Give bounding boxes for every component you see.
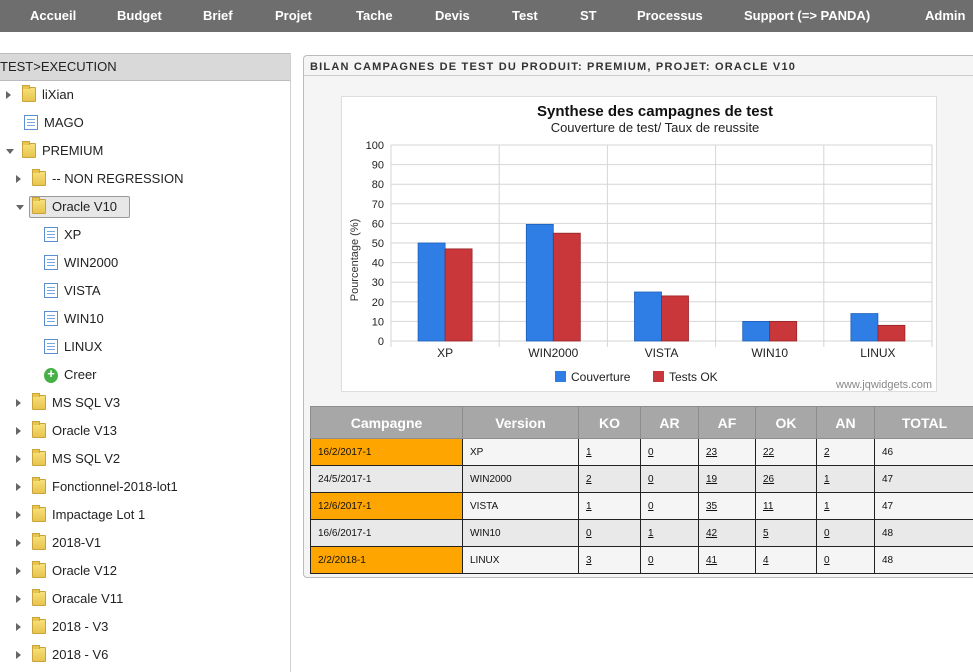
document-icon	[44, 311, 58, 326]
chart-credit-link[interactable]: www.jqwidgets.com	[836, 379, 932, 391]
bar-tests-ok[interactable]	[878, 325, 905, 341]
campaign-summary-panel	[303, 55, 973, 578]
y-tick-label: 90	[371, 159, 384, 172]
tree-node[interactable]	[0, 532, 290, 554]
count-cell	[699, 493, 756, 520]
tree-node-label[interactable]: Oracle V13	[52, 423, 118, 438]
tree-node-label[interactable]: Oracle V10	[52, 199, 118, 214]
tree-node[interactable]	[0, 252, 290, 274]
bar-couverture[interactable]	[851, 314, 878, 341]
tree-node[interactable]	[0, 308, 290, 330]
campagne-cell: 16/2/2017-1	[311, 439, 463, 466]
y-tick-label: 70	[371, 198, 384, 211]
count-link[interactable]: 1	[648, 527, 654, 539]
nav-budget[interactable]: Budget	[117, 8, 162, 23]
version-cell: VISTA	[463, 493, 579, 520]
campagne-cell: 16/6/2017-1	[311, 520, 463, 547]
column-header-ar[interactable]: AR	[641, 407, 699, 439]
tree-node-label[interactable]: Oracle V12	[52, 563, 118, 578]
bar-couverture[interactable]	[743, 321, 770, 341]
column-header-ko[interactable]: KO	[579, 407, 641, 439]
version-cell: WIN2000	[463, 466, 579, 493]
nav-st[interactable]: ST	[580, 8, 597, 23]
expand-arrow-icon[interactable]	[16, 539, 21, 547]
count-link[interactable]: 1	[824, 473, 830, 485]
count-cell	[641, 466, 699, 493]
count-link[interactable]: 22	[763, 446, 775, 458]
count-link[interactable]: 0	[824, 554, 830, 566]
bar-couverture[interactable]	[418, 243, 445, 341]
count-link[interactable]: 0	[824, 527, 830, 539]
top-navigation-bar	[0, 0, 973, 32]
tree-node[interactable]	[0, 140, 290, 162]
bar-couverture[interactable]	[635, 292, 662, 341]
tree-node-label[interactable]: Creer	[64, 367, 97, 382]
column-header-ok[interactable]: OK	[756, 407, 817, 439]
tree-node-label[interactable]: Impactage Lot 1	[52, 507, 146, 522]
count-link[interactable]: 4	[763, 554, 769, 566]
tree-node[interactable]	[0, 112, 290, 134]
document-icon	[44, 283, 58, 298]
expand-arrow-icon[interactable]	[16, 455, 21, 463]
tree-node[interactable]	[0, 588, 290, 610]
count-link[interactable]: 1	[586, 500, 592, 512]
count-cell	[641, 547, 699, 574]
count-link[interactable]: 0	[648, 446, 654, 458]
table-row	[311, 466, 973, 493]
count-link[interactable]: 11	[763, 500, 774, 512]
tree-node-label[interactable]: LINUX	[64, 339, 103, 354]
total-cell: 47	[875, 493, 973, 520]
count-link[interactable]: 41	[706, 554, 718, 566]
count-cell	[699, 520, 756, 547]
expand-arrow-icon[interactable]	[16, 483, 21, 491]
expand-arrow-icon[interactable]	[16, 511, 21, 519]
y-tick-label: 40	[371, 257, 384, 270]
expand-arrow-icon[interactable]	[16, 427, 21, 435]
count-cell	[756, 466, 817, 493]
table-row	[311, 493, 973, 520]
bar-tests-ok[interactable]	[445, 249, 472, 341]
count-link[interactable]: 2	[586, 473, 592, 485]
tree-node[interactable]	[0, 168, 290, 190]
campagne-cell: 12/6/2017-1	[311, 493, 463, 520]
tree-node[interactable]	[0, 644, 290, 666]
panel-title-divider	[304, 75, 973, 76]
y-tick-label: 0	[377, 336, 384, 348]
legend-label-couverture: Couverture	[571, 370, 631, 384]
count-link[interactable]: 26	[763, 473, 775, 485]
folder-icon	[32, 535, 46, 550]
tree-node-label[interactable]: Fonctionnel-2018-lot1	[52, 479, 178, 494]
table-row	[311, 520, 973, 547]
column-header-version[interactable]: Version	[463, 407, 579, 439]
document-icon	[44, 339, 58, 354]
tree-node-label[interactable]: XP	[64, 227, 82, 242]
folder-icon	[32, 619, 46, 634]
count-link[interactable]: 23	[706, 446, 718, 458]
tree-node[interactable]	[0, 196, 290, 218]
x-tick-label: WIN2000	[528, 346, 579, 360]
count-link[interactable]: 35	[706, 500, 718, 512]
version-cell: LINUX	[463, 547, 579, 574]
total-cell: 47	[875, 466, 973, 493]
document-icon	[44, 255, 58, 270]
count-link[interactable]: 0	[648, 473, 654, 485]
count-link[interactable]: 0	[586, 527, 592, 539]
tree-node-label[interactable]: 2018 - V3	[52, 619, 109, 634]
folder-icon	[32, 591, 46, 606]
total-cell: 46	[875, 439, 973, 466]
count-cell	[641, 439, 699, 466]
count-link[interactable]: 2	[824, 446, 830, 458]
collapse-arrow-icon[interactable]	[16, 205, 24, 210]
chart-y-axis-label: Pourcentage (%)	[349, 218, 361, 302]
count-link[interactable]: 42	[706, 527, 718, 539]
folder-icon	[32, 451, 46, 466]
tree-node-label[interactable]: PREMIUM	[42, 143, 104, 158]
folder-icon	[32, 423, 46, 438]
nav-test[interactable]: Test	[512, 8, 538, 23]
nav-brief[interactable]: Brief	[203, 8, 233, 23]
nav-accueil[interactable]: Accueil	[30, 8, 77, 23]
campagne-cell: 24/5/2017-1	[311, 466, 463, 493]
count-cell	[641, 493, 699, 520]
tree-node[interactable]	[0, 420, 290, 442]
table-row	[311, 547, 973, 574]
count-link[interactable]: 0	[648, 554, 654, 566]
count-cell	[579, 439, 641, 466]
column-header-campagne[interactable]: Campagne	[311, 407, 463, 439]
project-tree-panel	[0, 53, 291, 672]
count-cell	[579, 493, 641, 520]
count-cell	[756, 493, 817, 520]
count-cell	[817, 520, 875, 547]
count-cell	[579, 466, 641, 493]
version-cell: WIN10	[463, 520, 579, 547]
expand-arrow-icon[interactable]	[16, 595, 21, 603]
count-cell	[579, 547, 641, 574]
tree-node-label[interactable]: WIN10	[64, 311, 104, 326]
folder-icon	[32, 395, 46, 410]
expand-arrow-icon[interactable]	[6, 91, 11, 99]
nav-devis[interactable]: Devis	[435, 8, 470, 23]
bar-tests-ok[interactable]	[770, 321, 797, 341]
tree-node[interactable]	[0, 392, 290, 414]
table-row	[311, 439, 973, 466]
table-header-row	[311, 407, 973, 439]
folder-icon	[32, 479, 46, 494]
legend-swatch-tests-ok	[653, 371, 664, 382]
expand-arrow-icon[interactable]	[16, 623, 21, 631]
expand-arrow-icon[interactable]	[16, 399, 21, 407]
bar-couverture[interactable]	[526, 224, 553, 341]
nav-support[interactable]: Support (=> PANDA)	[744, 8, 871, 23]
count-cell	[699, 466, 756, 493]
tree-node[interactable]	[0, 476, 290, 498]
tree-node[interactable]	[0, 560, 290, 582]
tree-node-label[interactable]: Oracale V11	[52, 591, 124, 606]
count-cell	[756, 520, 817, 547]
campaign-bar-chart	[342, 97, 938, 393]
y-tick-label: 100	[365, 140, 384, 152]
y-tick-label: 80	[371, 179, 384, 192]
count-cell	[817, 466, 875, 493]
count-link[interactable]: 5	[763, 527, 769, 539]
folder-icon	[22, 143, 36, 158]
count-link[interactable]: 1	[824, 500, 830, 512]
count-link[interactable]: 1	[586, 446, 592, 458]
chart-subtitle: Couverture de test/ Taux de reussite	[550, 120, 760, 135]
tree-node[interactable]	[0, 84, 290, 106]
count-cell	[817, 493, 875, 520]
y-tick-label: 30	[371, 277, 384, 290]
legend-swatch-couverture	[555, 371, 566, 382]
total-cell: 48	[875, 547, 973, 574]
collapse-arrow-icon[interactable]	[6, 149, 14, 154]
document-icon	[44, 227, 58, 242]
tree-node-label[interactable]: -- NON REGRESSION	[52, 171, 184, 186]
expand-arrow-icon[interactable]	[16, 651, 21, 659]
version-cell: XP	[463, 439, 579, 466]
tree-node-label[interactable]: liXian	[42, 87, 74, 102]
tree-node[interactable]	[0, 504, 290, 526]
folder-icon	[22, 87, 36, 102]
x-tick-label: VISTA	[644, 346, 679, 360]
nav-admin[interactable]: Admin	[925, 8, 966, 23]
y-tick-label: 10	[371, 316, 384, 329]
campaign-results-table	[310, 406, 973, 574]
tree-node-label[interactable]: VISTA	[64, 283, 101, 298]
count-cell	[756, 547, 817, 574]
add-icon	[44, 368, 58, 383]
expand-arrow-icon[interactable]	[16, 567, 21, 575]
y-tick-label: 50	[371, 238, 384, 250]
count-cell	[817, 547, 875, 574]
tree-node[interactable]	[0, 336, 290, 358]
tree-header: TEST>EXECUTION	[0, 53, 290, 81]
folder-icon	[32, 647, 46, 662]
count-cell	[641, 520, 699, 547]
y-tick-label: 60	[371, 218, 384, 231]
panel-title: BILAN CAMPAGNES DE TEST DU PRODUIT: PREMIUM, PROJET: ORACLE V10	[310, 61, 797, 73]
tree-node[interactable]	[0, 616, 290, 638]
tree-node[interactable]	[0, 280, 290, 302]
column-header-af[interactable]: AF	[699, 407, 756, 439]
tree-node-label[interactable]: 2018 - V6	[52, 647, 109, 662]
nav-projet[interactable]: Projet	[275, 8, 312, 23]
count-link[interactable]: 3	[586, 554, 592, 566]
x-tick-label: LINUX	[860, 346, 896, 360]
document-icon	[24, 115, 38, 130]
column-header-total[interactable]: TOTAL	[875, 407, 973, 439]
bar-tests-ok[interactable]	[662, 296, 689, 341]
campagne-cell: 2/2/2018-1	[311, 547, 463, 574]
y-tick-label: 20	[371, 296, 384, 309]
total-cell: 48	[875, 520, 973, 547]
folder-icon	[32, 199, 46, 214]
expand-arrow-icon[interactable]	[16, 175, 21, 183]
tree-node-label[interactable]: MAGO	[44, 115, 84, 130]
count-cell	[699, 547, 756, 574]
nav-processus[interactable]: Processus	[637, 8, 703, 23]
chart-title: Synthese des campagnes de test	[537, 103, 773, 120]
count-link[interactable]: 19	[706, 473, 718, 485]
bar-tests-ok[interactable]	[553, 233, 580, 341]
nav-tache[interactable]: Tache	[356, 8, 393, 23]
legend-label-tests-ok: Tests OK	[669, 370, 718, 384]
count-link[interactable]: 0	[648, 500, 654, 512]
tree-node-label[interactable]: MS SQL V2	[52, 451, 121, 466]
folder-icon	[32, 563, 46, 578]
tree-node[interactable]	[0, 364, 290, 386]
folder-icon	[32, 507, 46, 522]
folder-icon	[32, 171, 46, 186]
column-header-an[interactable]: AN	[817, 407, 875, 439]
count-cell	[756, 439, 817, 466]
tree-node[interactable]	[0, 224, 290, 246]
tree-node-label[interactable]: MS SQL V3	[52, 395, 121, 410]
count-cell	[699, 439, 756, 466]
count-cell	[579, 520, 641, 547]
x-tick-label: XP	[437, 346, 454, 360]
count-cell	[817, 439, 875, 466]
tree-node-label[interactable]: WIN2000	[64, 255, 119, 270]
x-tick-label: WIN10	[751, 346, 789, 360]
chart-container	[341, 96, 937, 392]
tree-node[interactable]	[0, 448, 290, 470]
tree-node-label[interactable]: 2018-V1	[52, 535, 102, 550]
